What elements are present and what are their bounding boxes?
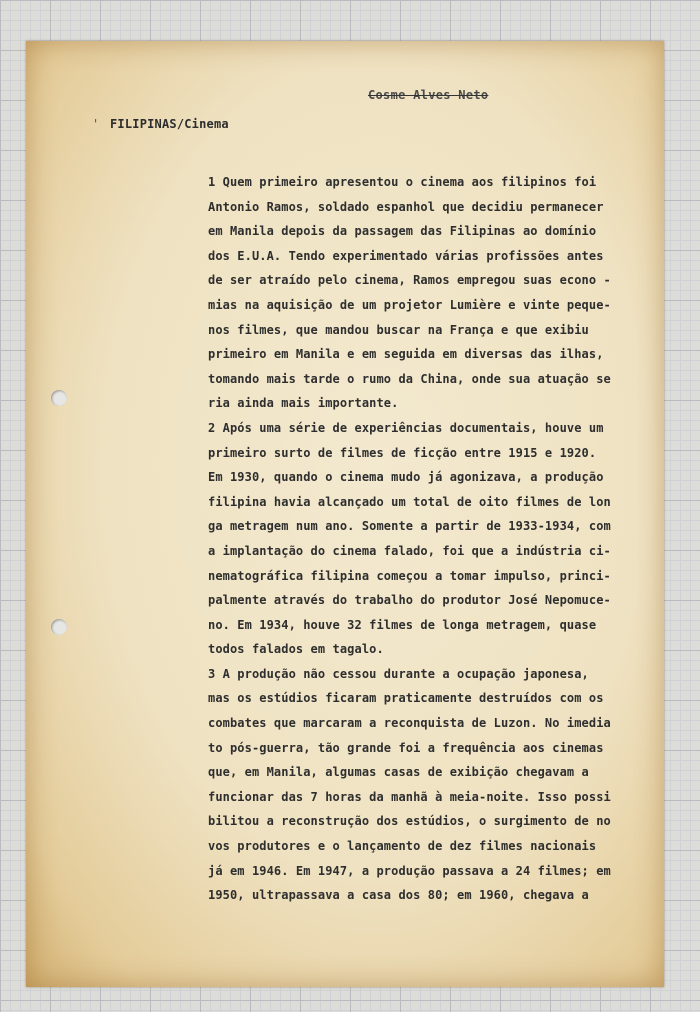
text-line: de ser atraído pelo cinema, Ramos empregou suas econo - xyxy=(208,273,611,288)
text-line: to pós-guerra, tão grande foi a frequência aos cinemas xyxy=(208,740,604,755)
text-line: Antonio Ramos, soldado espanhol que decidiu permanecer xyxy=(208,199,604,214)
text-line: filipina havia alcançado um total de oito filmes de lon xyxy=(208,494,611,509)
text-line: 2 Após uma série de experiências documentais, houve um xyxy=(208,420,604,435)
text-line: a implantação do cinema falado, foi que a indústria ci- xyxy=(208,543,611,558)
struck-author-name: Cosme Alves Neto xyxy=(368,88,489,102)
typewritten-page xyxy=(26,41,664,987)
text-line: 1950, ultrapassava a casa dos 80; em 1960, chegava a xyxy=(208,888,589,903)
text-line: vos produtores e o lançamento de dez filmes nacionais xyxy=(208,839,597,854)
text-line: 1 Quem primeiro apresentou o cinema aos filipinos foi xyxy=(208,175,597,189)
body-text xyxy=(208,170,648,908)
text-line: já em 1946. Em 1947, a produção passava a 24 filmes; em xyxy=(208,863,611,878)
text-line: 3 A produção não cessou durante a ocupação japonesa, xyxy=(208,666,589,681)
text-line: Em 1930, quando o cinema mudo já agonizava, a produção xyxy=(208,470,604,485)
text-line: bilitou a reconstrução dos estúdios, o surgimento de no xyxy=(208,814,611,829)
text-line: ga metragem num ano. Somente a partir de 1933-1934, com xyxy=(208,519,611,534)
text-line: ria ainda mais importante. xyxy=(208,396,399,411)
text-line: palmente através do trabalho do produtor José Nepomuce- xyxy=(208,593,611,608)
text-line: nematográfica filipina começou a tomar impulso, princi- xyxy=(208,568,611,583)
document-title: FILIPINAS/Cinema xyxy=(110,117,229,131)
text-line: primeiro em Manila e em seguida em diversas das ilhas, xyxy=(208,347,604,362)
text-line: funcionar das 7 horas da manhã à meia-noite. Isso possi xyxy=(208,789,611,804)
text-line: dos E.U.A. Tendo experimentado várias profissões antes xyxy=(208,248,604,263)
text-line: em Manila depois da passagem das Filipinas ao domínio xyxy=(208,224,597,239)
text-line: todos falados em tagalo. xyxy=(208,642,384,657)
punch-hole xyxy=(51,390,67,406)
text-line: mas os estúdios ficaram praticamente destruídos com os xyxy=(208,691,604,706)
text-line: mias na aquisição de um projetor Lumière e vinte peque- xyxy=(208,297,611,312)
text-line: nos filmes, que mandou buscar na França e que exibiu xyxy=(208,322,589,337)
text-line: no. Em 1934, houve 32 filmes de longa metragem, quase xyxy=(208,617,597,632)
text-line: que, em Manila, algumas casas de exibição chegavam a xyxy=(208,765,589,780)
text-line: primeiro surto de filmes de ficção entre 1915 e 1920. xyxy=(208,445,597,460)
text-line: combates que marcaram a reconquista de Luzon. No imedia xyxy=(208,716,611,731)
pencil-mark: ' xyxy=(92,117,100,131)
text-line: tomando mais tarde o rumo da China, onde sua atuação se xyxy=(208,371,611,386)
punch-hole xyxy=(51,619,67,635)
